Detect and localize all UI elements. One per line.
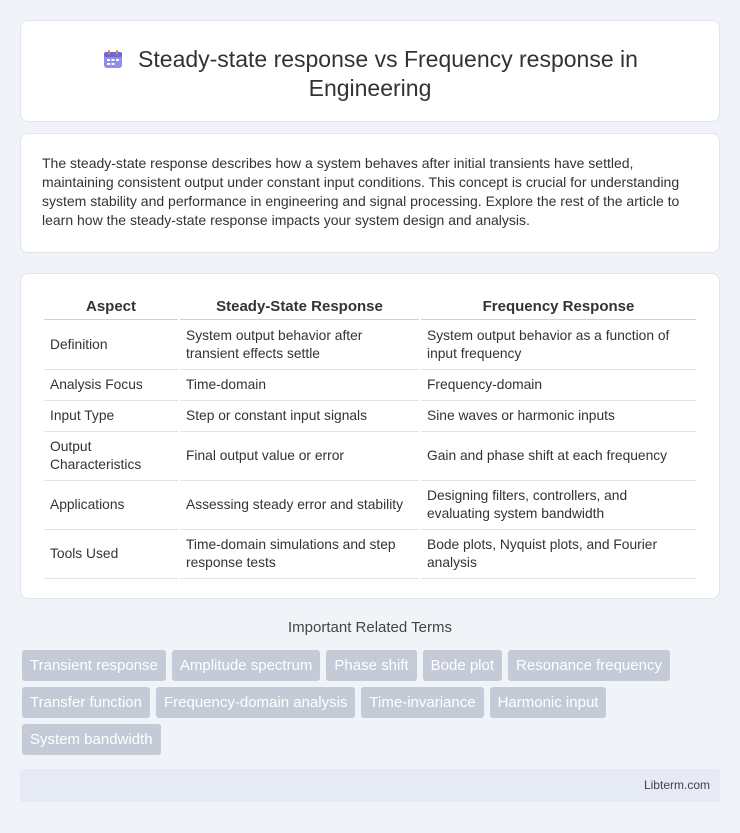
intro-card	[20, 133, 720, 253]
page-title-wrap	[21, 45, 719, 103]
page-title: Steady-state response vs Frequency response in Engineering	[138, 46, 638, 101]
footer	[20, 769, 720, 802]
title-card	[20, 20, 720, 122]
table-cell: Time-domain	[180, 370, 419, 401]
table-row	[44, 320, 696, 370]
table-cell: Applications	[44, 481, 178, 530]
tag-transient-response[interactable]: Transient response	[22, 650, 166, 681]
table-cell: System output behavior as a function of input frequency	[421, 320, 696, 370]
table-cell: Time-domain simulations and step response tests	[180, 530, 419, 579]
table-cell: Assessing steady error and stability	[180, 481, 419, 530]
header-frequency: Frequency Response	[421, 296, 696, 320]
tag-time-invariance[interactable]: Time-invariance	[361, 687, 483, 718]
table-header-row	[44, 296, 696, 320]
table-row	[44, 481, 696, 530]
table-cell: Sine waves or harmonic inputs	[421, 401, 696, 432]
related-terms-list	[22, 650, 722, 761]
footer-brand-link[interactable]: Libterm.com	[643, 778, 710, 792]
table-row	[44, 370, 696, 401]
table-cell: Input Type	[44, 401, 178, 432]
table-cell: System output behavior after transient effects settle	[180, 320, 419, 370]
intro-text: The steady-state response describes how a system behaves after initial transients have settled, maintaining consistent output under constant input conditions. This concept is crucial for understanding system stability and performance in engineering and signal processing. Explore the rest of the article to learn how the steady-state response impacts your system design and analysis.	[42, 155, 680, 228]
calendar-icon	[102, 48, 124, 70]
table-cell: Definition	[44, 320, 178, 370]
table-row	[44, 401, 696, 432]
table-cell: Bode plots, Nyquist plots, and Fourier analysis	[421, 530, 696, 579]
header-steady-state: Steady-State Response	[180, 296, 419, 320]
header-aspect: Aspect	[44, 296, 178, 320]
table-row	[44, 530, 696, 579]
tag-harmonic-input[interactable]: Harmonic input	[490, 687, 607, 718]
tag-transfer-function[interactable]: Transfer function	[22, 687, 150, 718]
table-cell: Designing filters, controllers, and evaluating system bandwidth	[421, 481, 696, 530]
tag-system-bandwidth[interactable]: System bandwidth	[22, 724, 161, 755]
related-terms-title: Important Related Terms	[288, 619, 452, 636]
table-cell: Analysis Focus	[44, 370, 178, 401]
tag-amplitude-spectrum[interactable]: Amplitude spectrum	[172, 650, 321, 681]
comparison-card	[20, 273, 720, 599]
table-row	[44, 432, 696, 481]
table-cell: Frequency-domain	[421, 370, 696, 401]
tag-bode-plot[interactable]: Bode plot	[423, 650, 502, 681]
table-cell: Final output value or error	[180, 432, 419, 481]
tag-phase-shift[interactable]: Phase shift	[326, 650, 416, 681]
tag-frequency-domain-analysis[interactable]: Frequency-domain analysis	[156, 687, 355, 718]
table-cell: Tools Used	[44, 530, 178, 579]
table-cell: Output Characteristics	[44, 432, 178, 481]
table-cell: Gain and phase shift at each frequency	[421, 432, 696, 481]
table-cell: Step or constant input signals	[180, 401, 419, 432]
tag-resonance-frequency[interactable]: Resonance frequency	[508, 650, 670, 681]
comparison-table	[42, 296, 698, 579]
